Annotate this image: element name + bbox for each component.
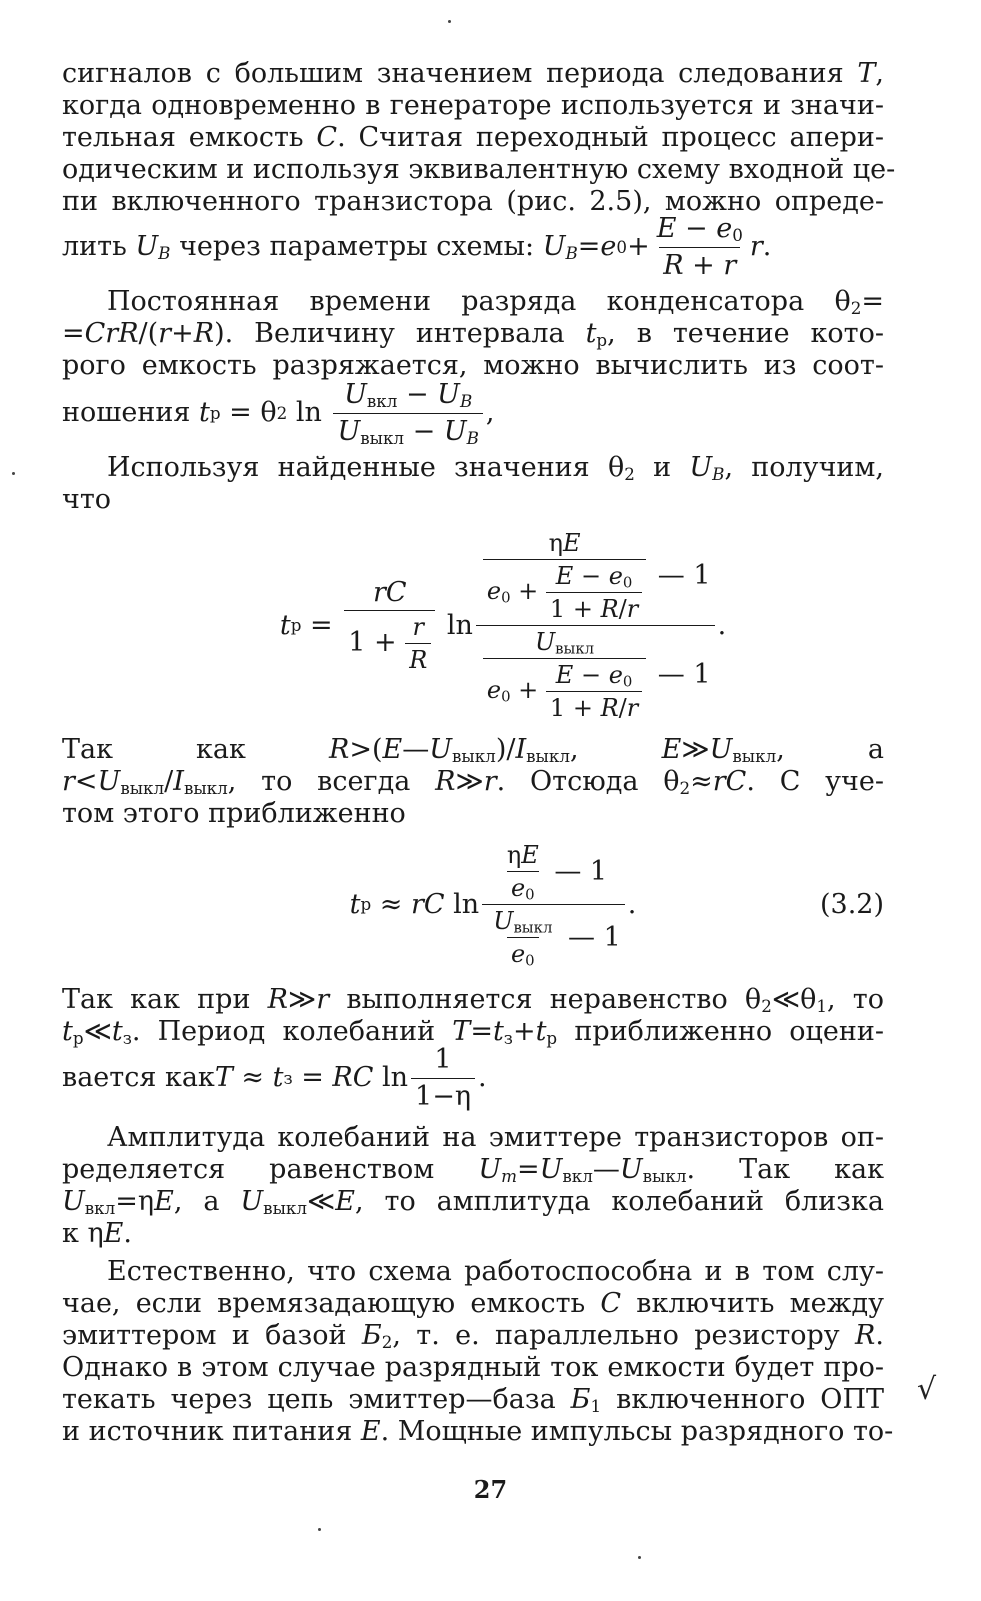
text-line: Амплитуда колебаний на эмиттере транзисторов оп- — [107, 1122, 884, 1153]
text-line: $r<U_{выкл}/I_{выкл}$, то всегда R≫r. Отсюда $\theta_2\approx rC$. С уче- — [62, 766, 884, 799]
equation-3-2: t р ≈ rC ln $\frac{\eta E}{e_0}$ — 1 $\frac{U_{выкл}}{e_0}$ — 1 . (3.2) — [349, 840, 884, 970]
text-line: к ηE. — [62, 1218, 132, 1249]
text-line: и источник питания E. Мощные импульсы разрядного то- — [62, 1416, 894, 1447]
text-line: одическим и используя эквивалентную схему входной це- — [62, 154, 896, 185]
text-line: том этого приближенно — [62, 798, 406, 829]
scan-speck — [12, 472, 15, 475]
text-line: тельная емкость C. Считая переходный процесс апери- — [62, 122, 884, 153]
text-line: эмиттером и базой $Б_2$, т. е. параллельно резистору R. — [62, 1320, 884, 1353]
text-line: Используя найденные значения $\theta_2$ и $U_B$, получим, — [107, 452, 884, 485]
page-number: 27 — [473, 1475, 508, 1504]
fraction: $\frac{\eta E}{e_0}$ — 1 $\frac{U_{выкл}}{e_0}$ — 1 — [482, 841, 625, 968]
page-body — [62, 58, 896, 1448]
text-line: $U_{вкл}=\eta E$, а $U_{выкл}≪E$, то амплитуда колебаний близка — [62, 1186, 885, 1219]
fraction-main: ηE $e_0$ + $\frac{E - e_0}{1 + R/r}$ — 1 $U_{выкл}$ $e_0$ + $\frac{E - e_0}{1 + R/r}$ — 1 — [476, 529, 715, 722]
text-line: текать через цепь эмиттер—база $Б_1$ включенного ОПТ — [62, 1384, 885, 1417]
text-line: ределяется равенством $U_m=U_{вкл}—U_{выкл}$. Так как — [62, 1154, 884, 1187]
text-line-formula: ношения t р = θ 2 ln $\frac{U_{вкл} - U_B}{U_{выкл} - U_B}$ , — [62, 378, 495, 448]
text-line: чае, если времязадающую емкость C включить между — [62, 1288, 884, 1319]
text-line: Естественно, что схема работоспособна и в том слу- — [107, 1256, 884, 1287]
fraction: rC 1 + $\frac{r}{R}$ — [344, 577, 435, 674]
text-line: Так как при R≫r выполняется неравенство $\theta_2≪\theta_1$, то — [62, 984, 884, 1017]
text-line: когда одновременно в генераторе используется и значи- — [62, 90, 884, 121]
text-line: Однако в этом случае разрядный ток емкости будет про- — [62, 1352, 884, 1383]
text-line: Так как $R>(E—U_{выкл})/I_{выкл}$, $E≫U_{выкл}$, а — [62, 734, 884, 767]
text-line: что — [62, 484, 112, 515]
text-line-formula: вается как T ≈ t з = RC ln $\frac{1}{1-\eta}$ . — [62, 1043, 487, 1112]
equation-number: (3.2) — [819, 888, 884, 920]
text-line: Постоянная времени разряда конденсатора $\theta_2=$ — [107, 286, 884, 319]
text-line: =CrR/(r+R). Величину интервала $t_р$, в течение кото- — [62, 318, 884, 351]
margin-check-mark: √ — [917, 1372, 937, 1407]
scan-speck — [638, 1556, 641, 1559]
text-line: сигналов с большим значением периода следования T, — [62, 58, 884, 89]
text-line: $t_р≪t_з$. Период колебаний $T=t_з+t_р$ приближенно оцени- — [62, 1016, 884, 1049]
text-line: рого емкость разряжается, можно вычислить из соот- — [62, 350, 884, 381]
fraction: $\frac{U_{вкл} - U_B}{U_{выкл} - U_B}$ — [333, 379, 482, 448]
scan-speck — [318, 1528, 321, 1531]
fraction: $\frac{E - e_0}{R + r}$ — [656, 212, 743, 281]
fraction: $\frac{1}{1-\eta}$ — [411, 1044, 475, 1113]
scan-speck — [448, 20, 451, 23]
text-line: пи включенного транзистора (рис. 2.5), можно опреде- — [62, 186, 884, 217]
equation-tp: t р = rC 1 + $\frac{r}{R}$ ln ηE $e_0$ + $\frac{E - e_0}{1 + R/r}$ — 1 $U_{выкл}$ $e_0$ + $\frac{E - e_0}{1 + R/r}$ — 1 . — [279, 528, 727, 722]
text-line-formula: лить $U_B$ через параметры схемы: $U_B$ = e 0 + $\frac{E - e_0}{R + r}$ r . — [62, 212, 772, 281]
